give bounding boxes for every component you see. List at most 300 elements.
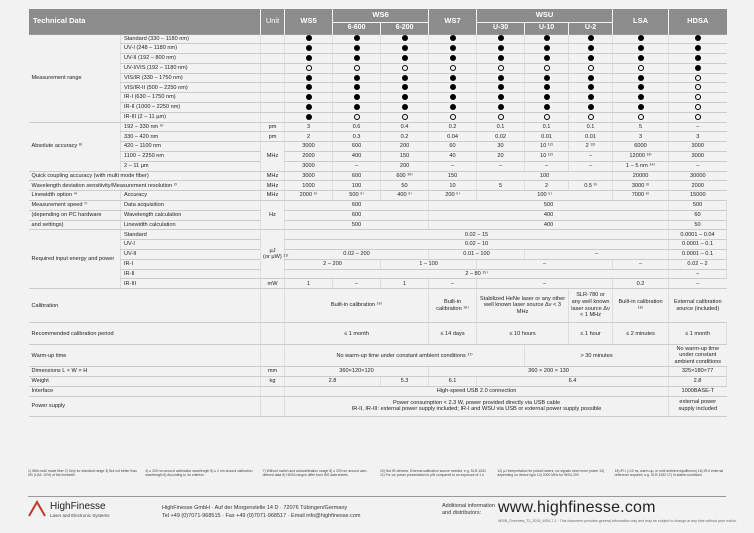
value-cell: 3000: [669, 152, 727, 162]
availability-cell: [333, 73, 381, 83]
value-cell: 600: [333, 142, 381, 152]
table-row: [29, 44, 727, 54]
filled-dot-icon: [638, 84, 644, 90]
table-row: [29, 386, 727, 396]
value-cell: 0.2: [613, 279, 669, 289]
value-cell: 600: [285, 210, 429, 220]
availability-cell: [525, 73, 569, 83]
value-cell: 1 – 100: [381, 259, 477, 269]
filled-dot-icon: [544, 45, 550, 51]
value-cell: 150: [429, 171, 477, 181]
filled-dot-icon: [402, 45, 408, 51]
unit-cell: [261, 345, 285, 367]
value-cell: 3000 ³⁾: [613, 181, 669, 191]
availability-cell: [613, 73, 669, 83]
value-cell: 0.0001 – 0.1: [669, 240, 727, 250]
model-u2: U-2: [569, 22, 613, 34]
open-dot-icon: [544, 65, 550, 71]
availability-cell: [429, 83, 477, 93]
filled-dot-icon: [354, 75, 360, 81]
filled-dot-icon: [450, 75, 456, 81]
footnote-col: 15) IR-I (>10 ns, warm-up, or until ambient equilibrium) 16) IR-II external reference required, e.g. SLR-1532 17) In stable conditions: [614, 469, 724, 478]
unit-cell: [261, 44, 285, 54]
availability-cell: [525, 83, 569, 93]
availability-cell: [285, 93, 333, 103]
unit-cell: mW: [261, 279, 285, 289]
sub-label: Data acquisition: [121, 201, 261, 211]
filled-dot-icon: [306, 84, 312, 90]
range-label: 420 – 1100 nm: [121, 142, 261, 152]
value-cell: external power supply included: [669, 396, 727, 416]
unit-cell: [261, 83, 285, 93]
value-cell: 1000: [285, 181, 333, 191]
value-cell: –: [669, 269, 727, 279]
value-cell: 5: [477, 181, 525, 191]
value-cell: 5.3: [381, 377, 429, 387]
availability-cell: [429, 63, 477, 73]
value-cell: –: [569, 152, 613, 162]
availability-cell: [569, 93, 613, 103]
filled-dot-icon: [695, 55, 701, 61]
open-dot-icon: [695, 84, 701, 90]
value-cell: 3: [613, 132, 669, 142]
value-cell: 500: [429, 201, 669, 211]
availability-cell: [477, 93, 525, 103]
value-cell: 20000: [613, 171, 669, 181]
value-cell: 150: [381, 152, 429, 162]
range-label: IR-I (630 – 1750 nm): [121, 93, 261, 103]
filled-dot-icon: [544, 84, 550, 90]
unit-cell: Hz: [261, 201, 285, 230]
power-line: Power consumption < 2.3 W, power provided directly via USB cable: [392, 399, 561, 406]
filled-dot-icon: [638, 55, 644, 61]
row-label: Interface: [29, 386, 261, 396]
value-cell: 0.3: [333, 132, 381, 142]
open-dot-icon: [638, 114, 644, 120]
value-cell: No warm-up time under constant ambient conditions: [669, 345, 727, 367]
value-cell: 10: [429, 181, 477, 191]
row-label: Dimensions L × W × H: [29, 367, 261, 377]
availability-cell: [669, 63, 727, 73]
unit-text: (or µW) ¹¹⁾: [263, 254, 289, 261]
value-cell: 400: [429, 220, 669, 230]
value-cell: 3000: [669, 142, 727, 152]
value-cell: 6.1: [429, 377, 477, 387]
value-cell: 500 ⁵⁾: [333, 191, 381, 201]
filled-dot-icon: [638, 104, 644, 110]
table-row: [29, 112, 727, 122]
availability-cell: [669, 44, 727, 54]
value-cell: 400 ⁵⁾: [381, 191, 429, 201]
value-cell: –: [429, 161, 477, 171]
value-cell: 500: [285, 220, 429, 230]
open-dot-icon: [695, 104, 701, 110]
value-cell: [285, 396, 669, 416]
availability-cell: [429, 34, 477, 44]
availability-cell: [285, 63, 333, 73]
range-label: 1100 – 2250 nm: [121, 152, 261, 162]
value-cell: No warm-up time under constant ambient conditions ¹⁷⁾: [285, 345, 525, 367]
table-row: [29, 93, 727, 103]
value-cell: 3000: [285, 171, 333, 181]
row-label: Linewidth option ⁴⁾: [29, 191, 121, 201]
availability-cell: [477, 63, 525, 73]
filled-dot-icon: [638, 75, 644, 81]
value-cell: –: [333, 161, 381, 171]
unit-cell: [261, 396, 285, 416]
model-u10: U-10: [525, 22, 569, 34]
sub-label: IR-II: [121, 269, 261, 279]
filled-dot-icon: [450, 45, 456, 51]
table-row: [29, 191, 727, 201]
value-cell: 2: [285, 132, 333, 142]
unit-cell: MHz: [261, 171, 285, 181]
footnote-col: 10) Not IR-devices. External calibration source needed, e.g. SLR-1532 11) For cw power presentation in µW compared to an exposure of 1 s: [379, 469, 486, 478]
availability-cell: [381, 44, 429, 54]
phone-line: Tel +49 (0)7071-968515 · Fax +49 (0)7071-968517 · Email info@highfinesse.com: [162, 513, 361, 520]
table-row: [29, 63, 727, 73]
availability-cell: [381, 83, 429, 93]
value-cell: 2000 ⁵⁾: [285, 191, 333, 201]
value-cell: Built-in calibration ¹⁶⁾: [429, 289, 477, 323]
value-cell: 0.02 – 10: [285, 240, 669, 250]
sub-label: Linewidth calculation: [121, 220, 261, 230]
availability-cell: [477, 103, 525, 113]
filled-dot-icon: [588, 84, 594, 90]
availability-cell: [333, 44, 381, 54]
filled-dot-icon: [354, 35, 360, 41]
open-dot-icon: [306, 65, 312, 71]
availability-cell: [285, 73, 333, 83]
value-cell: –: [525, 161, 569, 171]
value-cell: 2 – 80 ¹⁵⁾: [285, 269, 669, 279]
availability-cell: [525, 54, 569, 64]
value-cell: 2 ¹²⁾: [569, 142, 613, 152]
model-ws7: WS7: [429, 9, 477, 34]
range-label: VIS/IR-II (500 – 2250 nm): [121, 83, 261, 93]
website-link[interactable]: www.highfinesse.com: [498, 499, 656, 516]
unit-cell: [261, 103, 285, 113]
value-cell: 1: [381, 279, 429, 289]
availability-cell: [525, 44, 569, 54]
availability-cell: [429, 93, 477, 103]
model-ws5: WS5: [285, 9, 333, 34]
footnote-col: 12) µJ interpretation for pulsed lasers; cw signals need more power 13) depending on device type 14) 2000 MHz for WSU-200: [497, 469, 605, 478]
filled-dot-icon: [354, 104, 360, 110]
footnote-col: 4) ≤ 200 nm around calibration wavelength 5) ≤ 2 nm around calibration wavelength 6) According to 3σ criterion: [145, 469, 253, 478]
table-row: [29, 240, 727, 250]
value-cell: 50: [381, 181, 429, 191]
availability-cell: [381, 73, 429, 83]
value-cell: 0.02 – 200: [285, 250, 429, 260]
value-cell: 6000: [613, 142, 669, 152]
value-cell: 360×120×120: [285, 367, 429, 377]
availability-cell: [613, 54, 669, 64]
filled-dot-icon: [544, 75, 550, 81]
availability-cell: [429, 73, 477, 83]
table-row: [29, 345, 727, 367]
range-label: IR-III (2 – 11 µm): [121, 112, 261, 122]
value-cell: 0.02 – 2: [669, 259, 727, 269]
filled-dot-icon: [498, 84, 504, 90]
value-cell: 200 ⁵⁾: [429, 191, 477, 201]
value-cell: –: [669, 279, 727, 289]
row-label: Calibration: [29, 289, 261, 323]
filled-dot-icon: [544, 94, 550, 100]
range-label: IR-II (1000 – 2250 nm): [121, 103, 261, 113]
open-dot-icon: [354, 114, 360, 120]
filled-dot-icon: [306, 104, 312, 110]
filled-dot-icon: [354, 84, 360, 90]
model-u30: U-30: [477, 22, 525, 34]
table-row: [29, 289, 727, 323]
availability-cell: [333, 103, 381, 113]
open-dot-icon: [402, 114, 408, 120]
value-cell: 60: [429, 142, 477, 152]
value-cell: –: [477, 259, 613, 269]
availability-cell: [569, 73, 613, 83]
unit-cell: [261, 93, 285, 103]
row-label: Quick coupling accuracy (with multi mode fiber): [29, 171, 261, 181]
availability-cell: [669, 54, 727, 64]
section-label: Absolute accuracy ⁸⁾: [29, 122, 121, 171]
table-row: [29, 171, 727, 181]
filled-dot-icon: [695, 65, 701, 71]
row-label: Wavelength deviation sensitivity/Measurement resolution ²⁾: [29, 181, 261, 191]
table-row: [29, 201, 727, 211]
value-cell: 0.01: [569, 132, 613, 142]
section-label: Measurement speed ⁷⁾: [29, 201, 121, 211]
sub-label: UV-II: [121, 250, 261, 260]
distributors-line: and distributors:: [442, 510, 482, 517]
value-cell: 0.1: [525, 122, 569, 132]
filled-dot-icon: [306, 75, 312, 81]
filled-dot-icon: [354, 94, 360, 100]
filled-dot-icon: [402, 75, 408, 81]
value-cell: 15000: [669, 191, 727, 201]
contact-info: [162, 504, 361, 521]
sub-label: Standard: [121, 230, 261, 240]
value-cell: 50: [669, 220, 727, 230]
value-cell: 400: [429, 210, 669, 220]
availability-cell: [285, 112, 333, 122]
availability-cell: [669, 93, 727, 103]
availability-cell: [333, 83, 381, 93]
table-row: [29, 152, 727, 162]
availability-cell: [429, 112, 477, 122]
filled-dot-icon: [498, 45, 504, 51]
filled-dot-icon: [306, 114, 312, 120]
availability-cell: [285, 34, 333, 44]
value-cell: 100: [333, 181, 381, 191]
open-dot-icon: [544, 114, 550, 120]
model-ws6-200: 6-200: [381, 22, 429, 34]
availability-cell: [429, 103, 477, 113]
range-label: VIS/IR (330 – 1750 nm): [121, 73, 261, 83]
filled-dot-icon: [306, 94, 312, 100]
sub-label: UV-I: [121, 240, 261, 250]
value-cell: 0.0001 – 0.04: [669, 230, 727, 240]
table-row: [29, 220, 727, 230]
model-ws6-600: 6-600: [333, 22, 381, 34]
table-row: [29, 210, 727, 220]
unit-header: Unit: [261, 9, 285, 34]
filled-dot-icon: [354, 45, 360, 51]
table-row: [29, 132, 727, 142]
availability-cell: [285, 83, 333, 93]
availability-cell: [569, 34, 613, 44]
value-cell: 6.4: [477, 377, 669, 387]
filled-dot-icon: [450, 94, 456, 100]
value-cell: 2000: [669, 181, 727, 191]
value-cell: 10 ¹²⁾: [525, 142, 569, 152]
table-row: [29, 323, 727, 345]
sub-label: Wavelength calculation: [121, 210, 261, 220]
distributors-line: Additional information: [442, 503, 495, 509]
value-cell: 30: [477, 142, 525, 152]
value-cell: 0.2: [429, 122, 477, 132]
value-cell: Built-in calibration ¹⁶⁾: [285, 289, 429, 323]
value-cell: ≤ 10 hours: [477, 323, 569, 345]
value-cell: 2000: [285, 152, 333, 162]
table-row: [29, 83, 727, 93]
value-cell: –: [669, 161, 727, 171]
technical-data-table: [28, 9, 727, 417]
brand-name: HighFinesse: [50, 501, 106, 512]
availability-cell: [569, 54, 613, 64]
open-dot-icon: [354, 65, 360, 71]
range-label: Standard (330 – 1180 nm): [121, 34, 261, 44]
filled-dot-icon: [498, 55, 504, 61]
filled-dot-icon: [402, 35, 408, 41]
availability-cell: [477, 44, 525, 54]
unit-cell: [261, 230, 289, 279]
filled-dot-icon: [588, 45, 594, 51]
unit-cell: pm: [261, 132, 285, 142]
filled-dot-icon: [544, 55, 550, 61]
open-dot-icon: [588, 65, 594, 71]
filled-dot-icon: [450, 35, 456, 41]
open-dot-icon: [498, 114, 504, 120]
value-cell: 1000BASE-T: [669, 386, 727, 396]
unit-cell: MHz: [261, 181, 285, 191]
value-cell: 40: [429, 152, 477, 162]
open-dot-icon: [695, 75, 701, 81]
value-cell: 5: [613, 122, 669, 132]
model-hdsa: HDSA: [669, 9, 727, 34]
availability-cell: [477, 73, 525, 83]
availability-cell: [525, 34, 569, 44]
value-cell: –: [477, 279, 613, 289]
unit-cell: MHz: [261, 191, 285, 201]
footer: [28, 496, 737, 526]
value-cell: 0.02 – 15: [285, 230, 669, 240]
table-row: [29, 54, 727, 64]
value-cell: 30000: [669, 171, 727, 181]
value-cell: 2.8: [669, 377, 727, 387]
value-cell: 0.0001 – 0.1: [669, 250, 727, 260]
filled-dot-icon: [354, 55, 360, 61]
value-cell: 3: [285, 122, 333, 132]
filled-dot-icon: [588, 94, 594, 100]
open-dot-icon: [402, 65, 408, 71]
value-cell: 3000: [285, 142, 333, 152]
footnote-col: 7) Without switch and autocalibration usage 8) ≤ 200 nm around user-defined data 9) HDSA ranges differ from WS data sheets: [262, 469, 368, 478]
filled-dot-icon: [588, 55, 594, 61]
value-cell: 60: [669, 210, 727, 220]
range-label: 330 – 420 nm: [121, 132, 261, 142]
table-row: [29, 367, 727, 377]
filled-dot-icon: [450, 55, 456, 61]
value-cell: 100: [477, 171, 613, 181]
filled-dot-icon: [498, 94, 504, 100]
section-label: and settings): [29, 220, 121, 230]
value-cell: External calibration source (included): [669, 289, 727, 323]
unit-cell: [261, 112, 285, 122]
value-cell: –: [569, 161, 613, 171]
row-label: Weight: [29, 377, 261, 387]
filled-dot-icon: [695, 45, 701, 51]
value-cell: ≤ 2 minutes: [613, 323, 669, 345]
unit-cell: MHz: [261, 142, 285, 171]
power-line: IR-II, IR-III: external power supply included; IR-I and WSU via USB or external power supply possible: [351, 406, 602, 413]
sub-label: IR-I: [121, 259, 261, 269]
filled-dot-icon: [498, 104, 504, 110]
table-row: [29, 73, 727, 83]
value-cell: ≤ 1 hour: [569, 323, 613, 345]
table-row: [29, 396, 727, 416]
table-row: [29, 269, 727, 279]
availability-cell: [669, 73, 727, 83]
section-label: Measurement range: [29, 34, 121, 122]
value-cell: 0.04: [429, 132, 477, 142]
value-cell: 0.1: [477, 122, 525, 132]
filled-dot-icon: [588, 104, 594, 110]
distributors-label: [442, 503, 495, 518]
availability-cell: [569, 63, 613, 73]
open-dot-icon: [695, 114, 701, 120]
value-cell: 0.01 – 100: [429, 250, 525, 260]
filled-dot-icon: [588, 75, 594, 81]
availability-cell: [525, 93, 569, 103]
availability-cell: [333, 63, 381, 73]
unit-cell: [261, 73, 285, 83]
value-cell: 200: [381, 142, 429, 152]
value-cell: 2 – 200: [285, 259, 381, 269]
value-cell: ≤ 14 days: [429, 323, 477, 345]
table-row: [29, 161, 727, 171]
filled-dot-icon: [588, 35, 594, 41]
value-cell: 600: [333, 171, 381, 181]
filled-dot-icon: [306, 45, 312, 51]
availability-cell: [613, 34, 669, 44]
availability-cell: [381, 103, 429, 113]
value-cell: 2: [525, 181, 569, 191]
value-cell: –: [429, 279, 477, 289]
value-cell: 400: [333, 152, 381, 162]
unit-cell: [261, 323, 285, 345]
availability-cell: [333, 54, 381, 64]
filled-dot-icon: [306, 55, 312, 61]
row-label: Power supply: [29, 396, 261, 416]
availability-cell: [381, 112, 429, 122]
range-label: 192 – 330 nm ⁹⁾: [121, 122, 261, 132]
availability-cell: [285, 54, 333, 64]
value-cell: 12000 ¹³⁾: [613, 152, 669, 162]
value-cell: 0.5 ³⁾: [569, 181, 613, 191]
availability-cell: [381, 63, 429, 73]
availability-cell: [381, 93, 429, 103]
